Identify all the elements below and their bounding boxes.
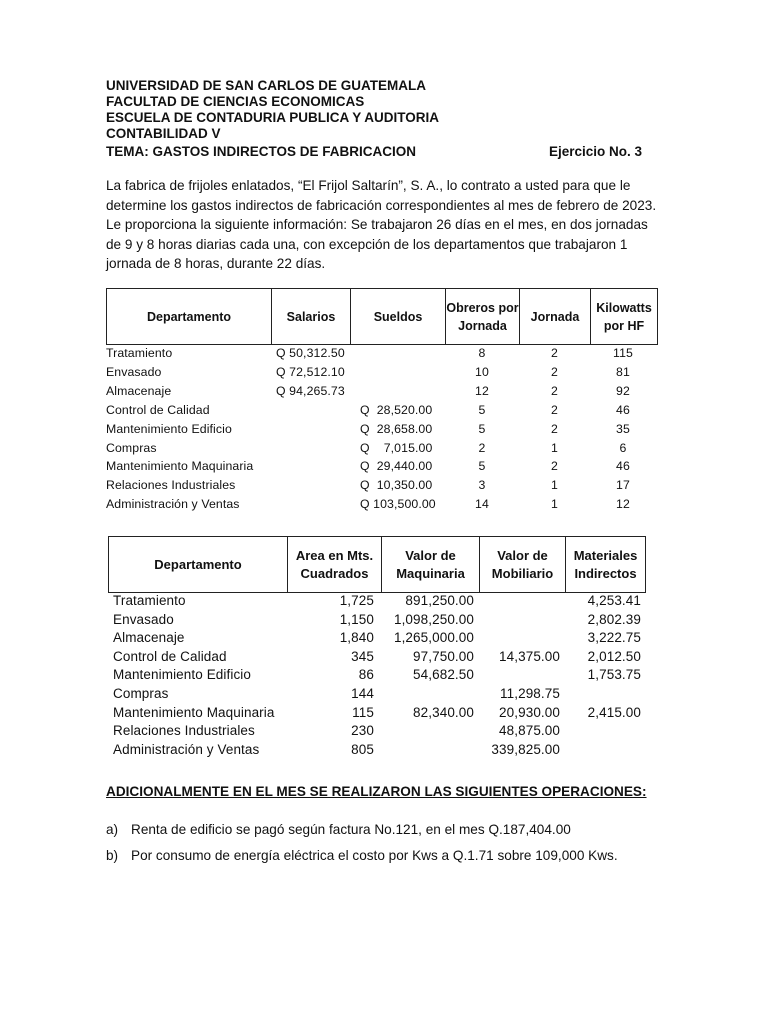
table2-row (108, 630, 668, 649)
table1-col-kilowatts: Kilowatts por HF (596, 300, 652, 333)
intro-paragraph (106, 176, 659, 274)
table2-cell: 230 (351, 723, 374, 739)
table1-row (106, 459, 666, 478)
table2-cell: 891,250.00 (405, 593, 474, 608)
header-school: ESCUELA DE CONTADURIA PUBLICA Y AUDITORIA (106, 110, 440, 125)
table1-row (106, 384, 666, 403)
table2-cell: 1,840 (339, 630, 374, 646)
table2-cell: Relaciones Industriales (113, 723, 255, 739)
table1-cell: 5 (478, 421, 486, 436)
table1-cell: Envasado (106, 364, 162, 379)
table1-cell: 8 (478, 346, 486, 360)
table1-cell: Relaciones Industriales (106, 478, 236, 493)
table1-cell: 6 (619, 440, 627, 455)
table1-cell: 5 (478, 459, 486, 474)
table1-cell: 2 (551, 402, 558, 417)
table1-row (106, 365, 666, 384)
table1-col-salarios: Salarios (272, 289, 351, 344)
exercise-number: Ejercicio No. 3 (549, 144, 643, 159)
table2-cell: 2,802.39 (587, 611, 641, 627)
table2-cell: 82,340.00 (413, 704, 474, 720)
table2-cell: 1,150 (339, 611, 374, 627)
table2-cell: 144 (351, 686, 374, 701)
table2-cell: 2,012.50 (587, 648, 641, 664)
table1-cell: Tratamiento (106, 346, 173, 360)
operation-letter: b) (106, 848, 119, 863)
table1-cell: 46 (616, 402, 630, 417)
table2-row (108, 686, 668, 705)
table1-cell: 12 (616, 497, 630, 512)
table2-cell: 11,298.75 (500, 686, 560, 701)
header-course: CONTABILIDAD V (106, 126, 221, 141)
table2-cell: Compras (113, 686, 169, 701)
table2-cell: 48,875.00 (499, 723, 560, 739)
table2-row (108, 612, 668, 631)
table1-cell: 35 (616, 421, 630, 436)
table2-header (108, 536, 646, 593)
table2-cell: Tratamiento (113, 593, 186, 608)
table1-cell: Mantenimiento Edificio (106, 421, 232, 436)
table1-col-jornada: Jornada (520, 289, 591, 344)
table1-row (106, 346, 666, 365)
table1-row (106, 497, 666, 516)
table1-cell: Q 29,440.00 (360, 459, 433, 474)
table2-row (108, 742, 668, 761)
table1-row (106, 422, 666, 441)
table1-cell: 2 (551, 383, 558, 398)
table2-row (108, 649, 668, 668)
table1-cell: Q 103,500.00 (360, 497, 436, 512)
table1-cell: 1 (551, 440, 558, 455)
table2-cell: 1,098,250.00 (393, 611, 474, 627)
table2-cell: 339,825.00 (491, 741, 560, 757)
header-faculty: FACULTAD DE CIENCIAS ECONOMICAS (106, 94, 365, 109)
table1-col-departamento: Departamento (107, 289, 272, 344)
table2-cell: 805 (351, 741, 374, 757)
table1-cell: 81 (616, 364, 630, 379)
table1-cell: 1 (551, 478, 558, 493)
table1-cell: Q 50,312.50 (276, 346, 345, 360)
table1-cell: Q 72,512.10 (276, 364, 345, 379)
table1-col-obreros: Obreros por Jornada (446, 289, 520, 344)
table2-row (108, 705, 668, 724)
table1-cell: Compras (106, 440, 157, 455)
table2-cell: 115 (352, 704, 374, 720)
intro-line: determine los gastos indirectos de fabricación correspondientes al mes de febrero de 2023. (106, 197, 657, 213)
table1-cell: 1 (551, 497, 558, 512)
table1-cell: 2 (478, 440, 486, 455)
table2-row (108, 593, 668, 612)
table2-cell: 97,750.00 (413, 648, 474, 664)
table1-cell: 10 (475, 364, 489, 379)
table2-row (108, 723, 668, 742)
table2-cell: 1,753.75 (587, 667, 641, 683)
table1-cell: Q 94,265.73 (276, 383, 345, 398)
table2-cell: 1,725 (339, 593, 374, 608)
table1-cell: Q 10,350.00 (360, 478, 433, 493)
operation-text: Por consumo de energía eléctrica el costo por Kws a Q.1.71 sobre 109,000 Kws. (131, 848, 618, 863)
header-university: UNIVERSIDAD DE SAN CARLOS DE GUATEMALA (106, 78, 427, 93)
table1-cell: Q 28,658.00 (360, 421, 433, 436)
table1-cell: 14 (475, 497, 489, 512)
table1-header (106, 288, 658, 345)
table1-cell: 12 (475, 383, 489, 398)
table2-cell: Control de Calidad (113, 648, 227, 664)
operation-letter: a) (106, 822, 119, 837)
intro-line: La fabrica de frijoles enlatados, “El Frijol Saltarín”, S. A., lo contrato a usted para que le (106, 178, 631, 193)
header-topic: TEMA: GASTOS INDIRECTOS DE FABRICACION (106, 144, 417, 159)
table1-cell: 5 (478, 402, 486, 417)
table2-cell: 2,415.00 (587, 704, 641, 720)
table1-cell: 2 (551, 459, 558, 474)
table2-cell: 345 (351, 648, 374, 664)
table2-row (108, 667, 668, 686)
table1-cell: 92 (616, 383, 630, 398)
table1-cell: 115 (613, 346, 633, 360)
table1-row (106, 403, 666, 422)
table2-cell: 14,375.00 (499, 648, 560, 664)
table1-row (106, 441, 666, 460)
table2-cell: 20,930.00 (499, 704, 560, 720)
table2-col-mobiliario: Valor de Mobiliario (480, 537, 566, 592)
intro-line: Le proporciona la siguiente información: Se trabajaron 26 días en el mes, en dos jornadas (106, 217, 648, 232)
additional-title: ADICIONALMENTE EN EL MES SE REALIZARON LAS SIGUIENTES OPERACIONES: (106, 784, 647, 799)
intro-line: de 9 y 8 horas diarias cada una, con excepción de los departamentos que trabajaron 1 (106, 236, 628, 252)
table2-cell: 86 (358, 667, 374, 683)
table1-cell: 3 (478, 478, 486, 493)
table1-cell: Q 28,520.00 (360, 402, 433, 417)
table2-cell: 3,222.75 (587, 630, 641, 646)
table2-cell: Administración y Ventas (113, 741, 260, 757)
table2-col-maquinaria: Valor de Maquinaria (382, 537, 480, 592)
table2-col-area: Area en Mts. Cuadrados (288, 537, 382, 592)
table2-cell: Mantenimiento Maquinaria (113, 704, 275, 720)
table1-cell: 2 (551, 364, 558, 379)
table1-cell: Q 7,015.00 (360, 440, 433, 455)
table1-cell: 2 (551, 421, 558, 436)
table2-cell: 54,682.50 (413, 667, 474, 683)
table2-col-materiales: Materiales Indirectos (573, 547, 638, 581)
table2-cell: 1,265,000.00 (393, 630, 474, 646)
table1-cell: 2 (551, 346, 558, 360)
table1-cell: Mantenimiento Maquinaria (106, 459, 254, 474)
table1-cell: Almacenaje (106, 383, 172, 398)
table1-cell: Control de Calidad (106, 402, 210, 417)
table1-cell: Administración y Ventas (106, 497, 240, 512)
table2-col-departamento: Departamento (109, 537, 288, 592)
table2-cell: 4,253.41 (587, 593, 641, 608)
operation-text: Renta de edificio se pagó según factura No.121, en el mes Q.187,404.00 (131, 822, 571, 837)
table1-cell: 46 (616, 459, 630, 474)
table2-cell: Mantenimiento Edificio (113, 667, 252, 683)
table1-row (106, 478, 666, 497)
table1-cell: 17 (616, 478, 630, 493)
table2-cell: Envasado (113, 611, 174, 627)
intro-line: jornada de 8 horas, durante 22 días. (106, 256, 326, 271)
table2-cell: Almacenaje (113, 630, 185, 646)
table1-col-sueldos: Sueldos (351, 289, 446, 344)
